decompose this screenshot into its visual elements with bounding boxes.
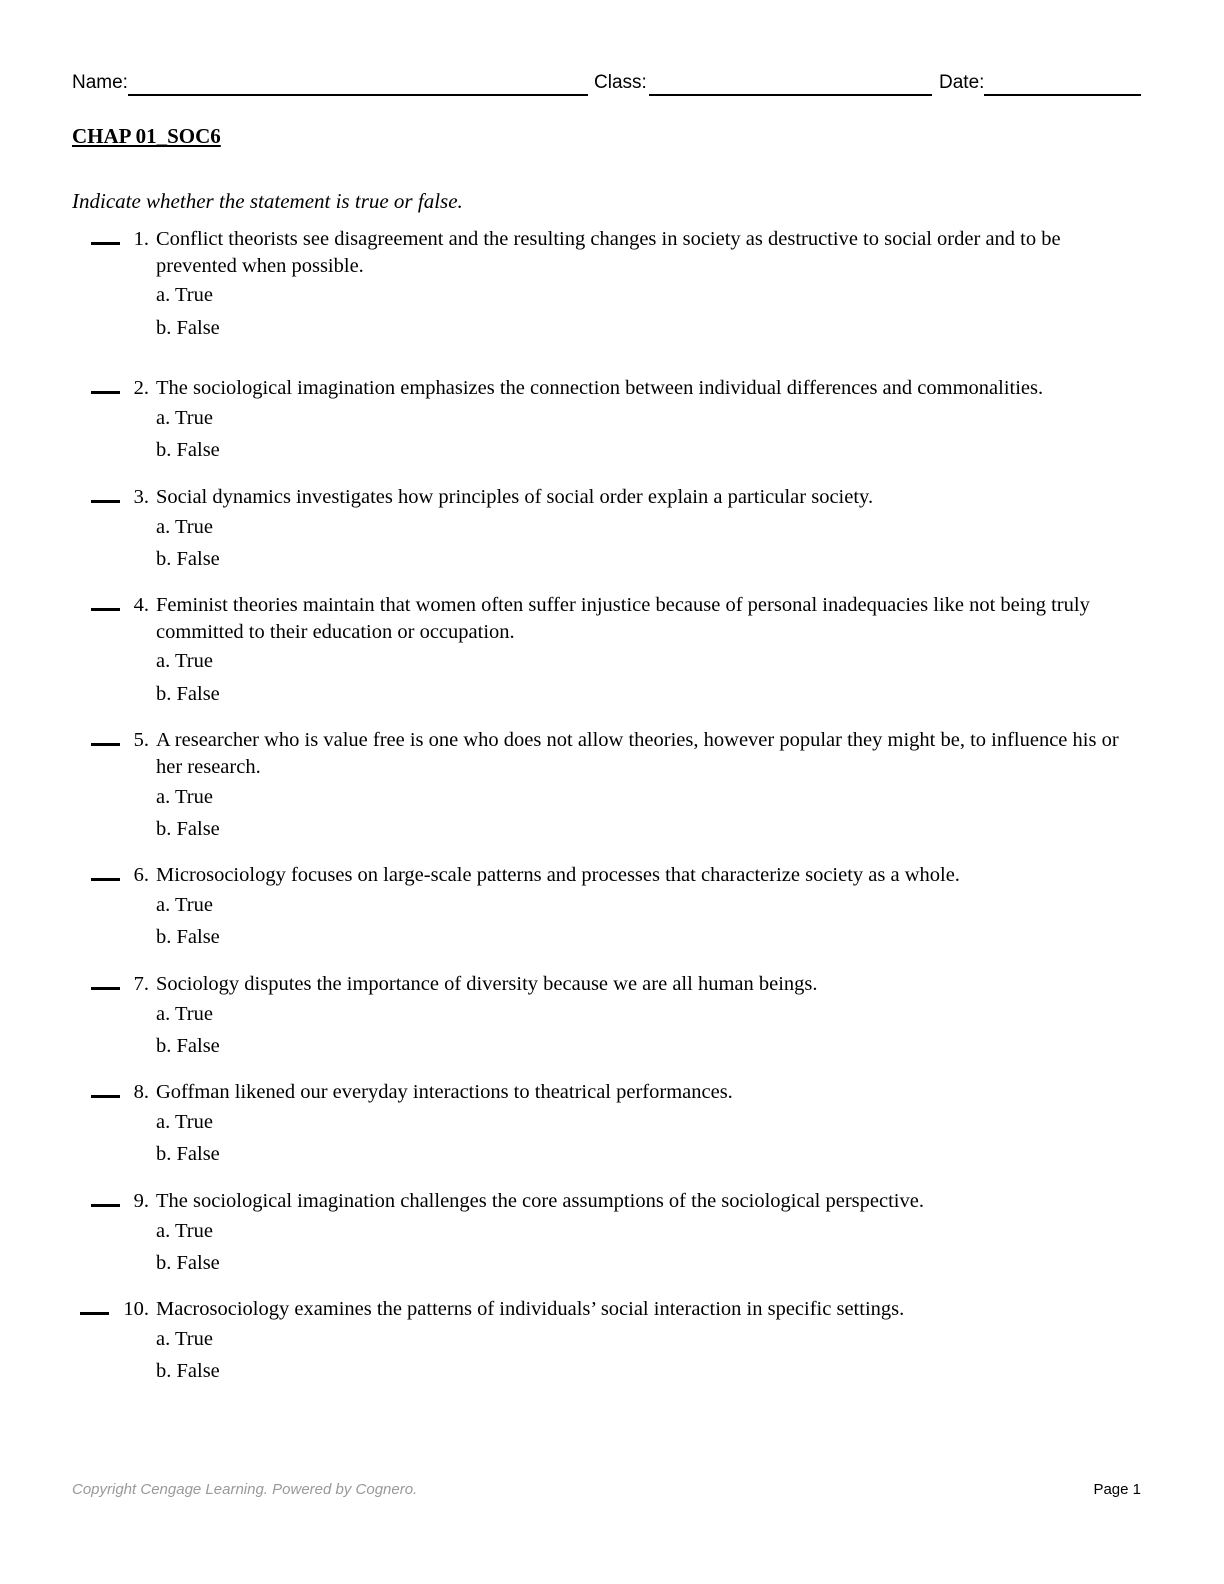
class-field[interactable] — [649, 94, 932, 96]
question-number: 8. — [133, 1081, 149, 1103]
question-text: Social dynamics investigates how principles of social order explain a particular society. — [156, 486, 874, 508]
question-text: Microsociology focuses on large-scale patterns and processes that characterize society as a whole. — [156, 864, 960, 886]
question-text: The sociological imagination emphasizes the connection between individual differences and commonalities. — [156, 377, 1044, 399]
student-info-header — [72, 72, 1142, 98]
option-a: a. True — [156, 1111, 213, 1133]
question-text: Macrosociology examines the patterns of individuals’ social interaction in specific settings. — [156, 1298, 905, 1320]
option-b: b. False — [156, 818, 220, 840]
copyright-footer: Copyright Cengage Learning. Powered by Cognero. — [72, 1481, 418, 1498]
question-text: A researcher who is value free is one who does not allow theories, however popular they might be, to influence his or her research. — [156, 729, 1119, 778]
question-number: 5. — [133, 729, 149, 751]
option-b: b. False — [156, 1035, 220, 1057]
question-text: Conflict theorists see disagreement and the resulting changes in society as destructive to social order and to be prevented when possible. — [156, 228, 1061, 277]
option-a: a. True — [156, 786, 213, 808]
date-field[interactable] — [984, 94, 1141, 96]
question-number: 10. — [123, 1298, 149, 1320]
question-number: 7. — [133, 973, 149, 995]
name-label: Name: — [72, 72, 128, 93]
question-number: 2. — [133, 377, 149, 399]
option-b: b. False — [156, 317, 220, 339]
option-b: b. False — [156, 439, 220, 461]
class-label: Class: — [594, 72, 647, 93]
option-b: b. False — [156, 683, 220, 705]
instructions: Indicate whether the statement is true or false. — [72, 189, 463, 213]
option-a: a. True — [156, 284, 213, 306]
option-a: a. True — [156, 1328, 213, 1350]
question-text: Feminist theories maintain that women often suffer injustice because of personal inadequacies like not being truly committed to their education or occupation. — [156, 594, 1090, 643]
document-title: CHAP 01_SOC6 — [72, 124, 221, 148]
option-a: a. True — [156, 650, 213, 672]
page-number: Page 1 — [1093, 1481, 1141, 1498]
option-b: b. False — [156, 1360, 220, 1382]
option-a: a. True — [156, 894, 213, 916]
question-text: The sociological imagination challenges the core assumptions of the sociological perspective. — [156, 1190, 924, 1212]
question-number: 1. — [133, 228, 149, 250]
option-b: b. False — [156, 1252, 220, 1274]
question-text: Goffman likened our everyday interactions to theatrical performances. — [156, 1081, 733, 1103]
name-field[interactable] — [128, 94, 588, 96]
option-b: b. False — [156, 926, 220, 948]
option-a: a. True — [156, 1220, 213, 1242]
option-b: b. False — [156, 1143, 220, 1165]
date-label: Date: — [939, 72, 985, 93]
question-number: 9. — [133, 1190, 149, 1212]
question-number: 4. — [133, 594, 149, 616]
question-text: Sociology disputes the importance of diversity because we are all human beings. — [156, 973, 818, 995]
option-a: a. True — [156, 407, 213, 429]
option-a: a. True — [156, 516, 213, 538]
question-number: 3. — [133, 486, 149, 508]
option-a: a. True — [156, 1003, 213, 1025]
option-b: b. False — [156, 548, 220, 570]
question-number: 6. — [133, 864, 149, 886]
